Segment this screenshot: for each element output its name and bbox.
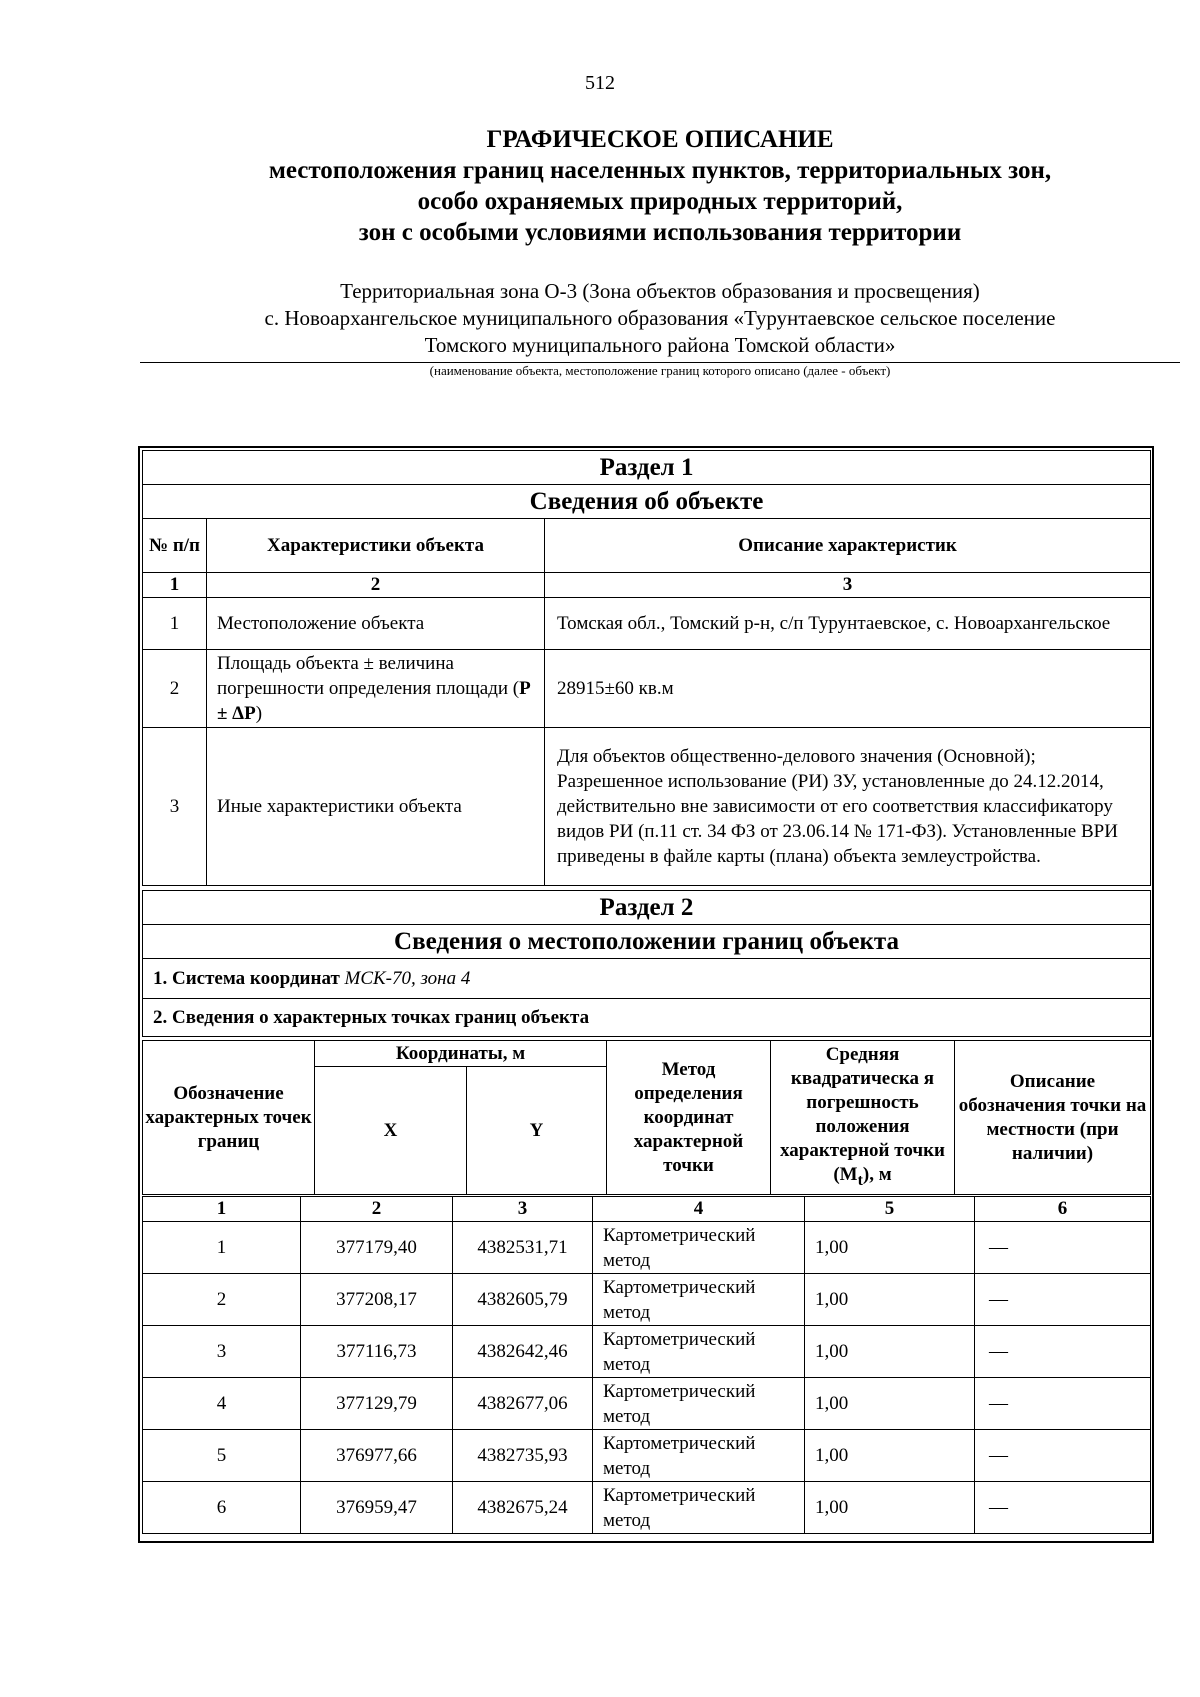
col-header-y: Y	[467, 1067, 607, 1195]
heading-title: ГРАФИЧЕСКОЕ ОПИСАНИЕ	[486, 126, 834, 153]
col-number: 5	[805, 1197, 975, 1222]
characteristic-name: Иные характеристики объекта	[207, 728, 545, 886]
table-row	[143, 650, 1151, 728]
table-row	[143, 1326, 1151, 1378]
col-header-point-description: Описание обозначения точки на местности (при наличии)	[955, 1041, 1151, 1195]
point-description: —	[975, 1326, 1151, 1378]
object-caption: (наименование объекта, местоположение границ которого описано (далее - объект)	[429, 363, 891, 378]
row-number: 2	[143, 650, 207, 728]
point-method: Картометрический метод	[593, 1430, 805, 1482]
point-error: 1,00	[805, 1482, 975, 1534]
col-header-description: Описание характеристик	[545, 519, 1151, 573]
points-section-label: 2. Сведения о характерных точках границ объекта	[143, 999, 1151, 1037]
col-header-characteristic: Характеристики объекта	[207, 519, 545, 573]
col-header-designation: Обозначение характерных точек границ	[143, 1041, 315, 1195]
table-row	[143, 1274, 1151, 1326]
error-header-unit: ), м	[862, 1163, 892, 1185]
error-header-sub: t	[857, 1171, 863, 1189]
col-header-method: Метод определения координат характерной точки	[607, 1041, 771, 1195]
point-y: 4382605,79	[453, 1274, 593, 1326]
col-number: 1	[143, 1197, 301, 1222]
characteristic-value: Томская обл., Томский р-н, с/п Турунтаевское, с. Новоархангельское	[545, 598, 1151, 650]
characteristic-name	[207, 650, 545, 728]
point-y: 4382642,46	[453, 1326, 593, 1378]
col-number: 4	[593, 1197, 805, 1222]
object-name	[140, 278, 1180, 359]
point-error: 1,00	[805, 1222, 975, 1274]
coordinate-system-label: 1. Система координат	[153, 967, 340, 989]
point-method: Картометрический метод	[593, 1326, 805, 1378]
point-method: Картометрический метод	[593, 1222, 805, 1274]
characteristic-name: Местоположение объекта	[207, 598, 545, 650]
characteristic-value: 28915±60 кв.м	[545, 650, 1151, 728]
point-method: Картометрический метод	[593, 1378, 805, 1430]
point-y: 4382675,24	[453, 1482, 593, 1534]
table-row	[143, 728, 1151, 886]
point-x: 377208,17	[301, 1274, 453, 1326]
point-description: —	[975, 1482, 1151, 1534]
col-number: 3	[453, 1197, 593, 1222]
point-y: 4382735,93	[453, 1430, 593, 1482]
point-number: 6	[143, 1482, 301, 1534]
characteristic-name-close: )	[255, 703, 263, 724]
characteristic-value: Для объектов общественно-делового значения (Основной); Разрешенное использование (РИ) ЗУ, установленные до 24.12.2014, действительно вне зависимости от его соответствия классификатору видов РИ (п.11 ст. 34 ФЗ от 23.06.14 № 171-ФЗ). Установленные ВРИ приведены в файле карты (плана) объекта землеустройства.	[545, 728, 1151, 886]
table-row	[143, 1222, 1151, 1274]
characteristic-name-formula: Р ± ΔР	[217, 678, 531, 724]
point-description: —	[975, 1430, 1151, 1482]
section2-table	[142, 890, 1151, 1037]
point-x: 377116,73	[301, 1326, 453, 1378]
point-x: 377179,40	[301, 1222, 453, 1274]
point-x: 376977,66	[301, 1430, 453, 1482]
table-row	[143, 1378, 1151, 1430]
characteristic-name-text: Площадь объекта ± величина погрешности определения площади (	[217, 653, 520, 699]
point-description: —	[975, 1378, 1151, 1430]
point-y: 4382531,71	[453, 1222, 593, 1274]
point-error: 1,00	[805, 1274, 975, 1326]
col-header-x: X	[315, 1067, 467, 1195]
point-error: 1,00	[805, 1430, 975, 1482]
point-number: 2	[143, 1274, 301, 1326]
col-number: 3	[545, 573, 1151, 598]
object-name-line-1: Территориальная зона О-3 (Зона объектов образования и просвещения)	[340, 279, 980, 303]
row-number: 3	[143, 728, 207, 886]
points-header-table	[142, 1040, 1151, 1195]
point-method: Картометрический метод	[593, 1482, 805, 1534]
document-heading	[130, 124, 1190, 248]
table-row	[143, 1430, 1151, 1482]
col-number: 2	[301, 1197, 453, 1222]
table-row	[143, 1482, 1151, 1534]
point-description: —	[975, 1274, 1151, 1326]
point-number: 3	[143, 1326, 301, 1378]
point-y: 4382677,06	[453, 1378, 593, 1430]
page-number: 512	[585, 72, 615, 94]
row-number: 1	[143, 598, 207, 650]
section2-subtitle: Сведения о местоположении границ объекта	[143, 925, 1151, 959]
point-x: 376959,47	[301, 1482, 453, 1534]
object-name-line-2: с. Новоархангельское муниципального образования «Турунтаевское сельское поселение	[264, 306, 1056, 330]
col-header-num: № п/п	[143, 519, 207, 573]
section2-title: Раздел 2	[143, 891, 1151, 925]
point-method: Картометрический метод	[593, 1274, 805, 1326]
table-row	[143, 598, 1151, 650]
point-number: 5	[143, 1430, 301, 1482]
col-header-coordinates: Координаты, м	[315, 1041, 607, 1067]
point-error: 1,00	[805, 1326, 975, 1378]
coordinate-system	[143, 959, 1151, 999]
col-number: 1	[143, 573, 207, 598]
section1-subtitle: Сведения об объекте	[143, 485, 1151, 519]
point-error: 1,00	[805, 1378, 975, 1430]
point-number: 4	[143, 1378, 301, 1430]
point-description: —	[975, 1222, 1151, 1274]
section1-title: Раздел 1	[143, 451, 1151, 485]
point-number: 1	[143, 1222, 301, 1274]
object-name-line-3: Томского муниципального района Томской области»	[424, 333, 896, 357]
coordinate-system-value: МСК-70, зона 4	[344, 967, 471, 989]
heading-line-2: местоположения границ населенных пунктов, территориальных зон,	[268, 157, 1052, 184]
heading-line-3: особо охраняемых природных территорий,	[417, 188, 903, 215]
col-number: 2	[207, 573, 545, 598]
point-x: 377129,79	[301, 1378, 453, 1430]
heading-line-4: зон с особыми условиями использования территории	[358, 219, 962, 246]
col-number: 6	[975, 1197, 1151, 1222]
section1-table	[142, 450, 1151, 886]
col-header-error	[771, 1041, 955, 1195]
points-table	[142, 1196, 1151, 1534]
error-header-text: Средняя квадратическа я погрешность положения характерной точки (M	[780, 1043, 945, 1185]
